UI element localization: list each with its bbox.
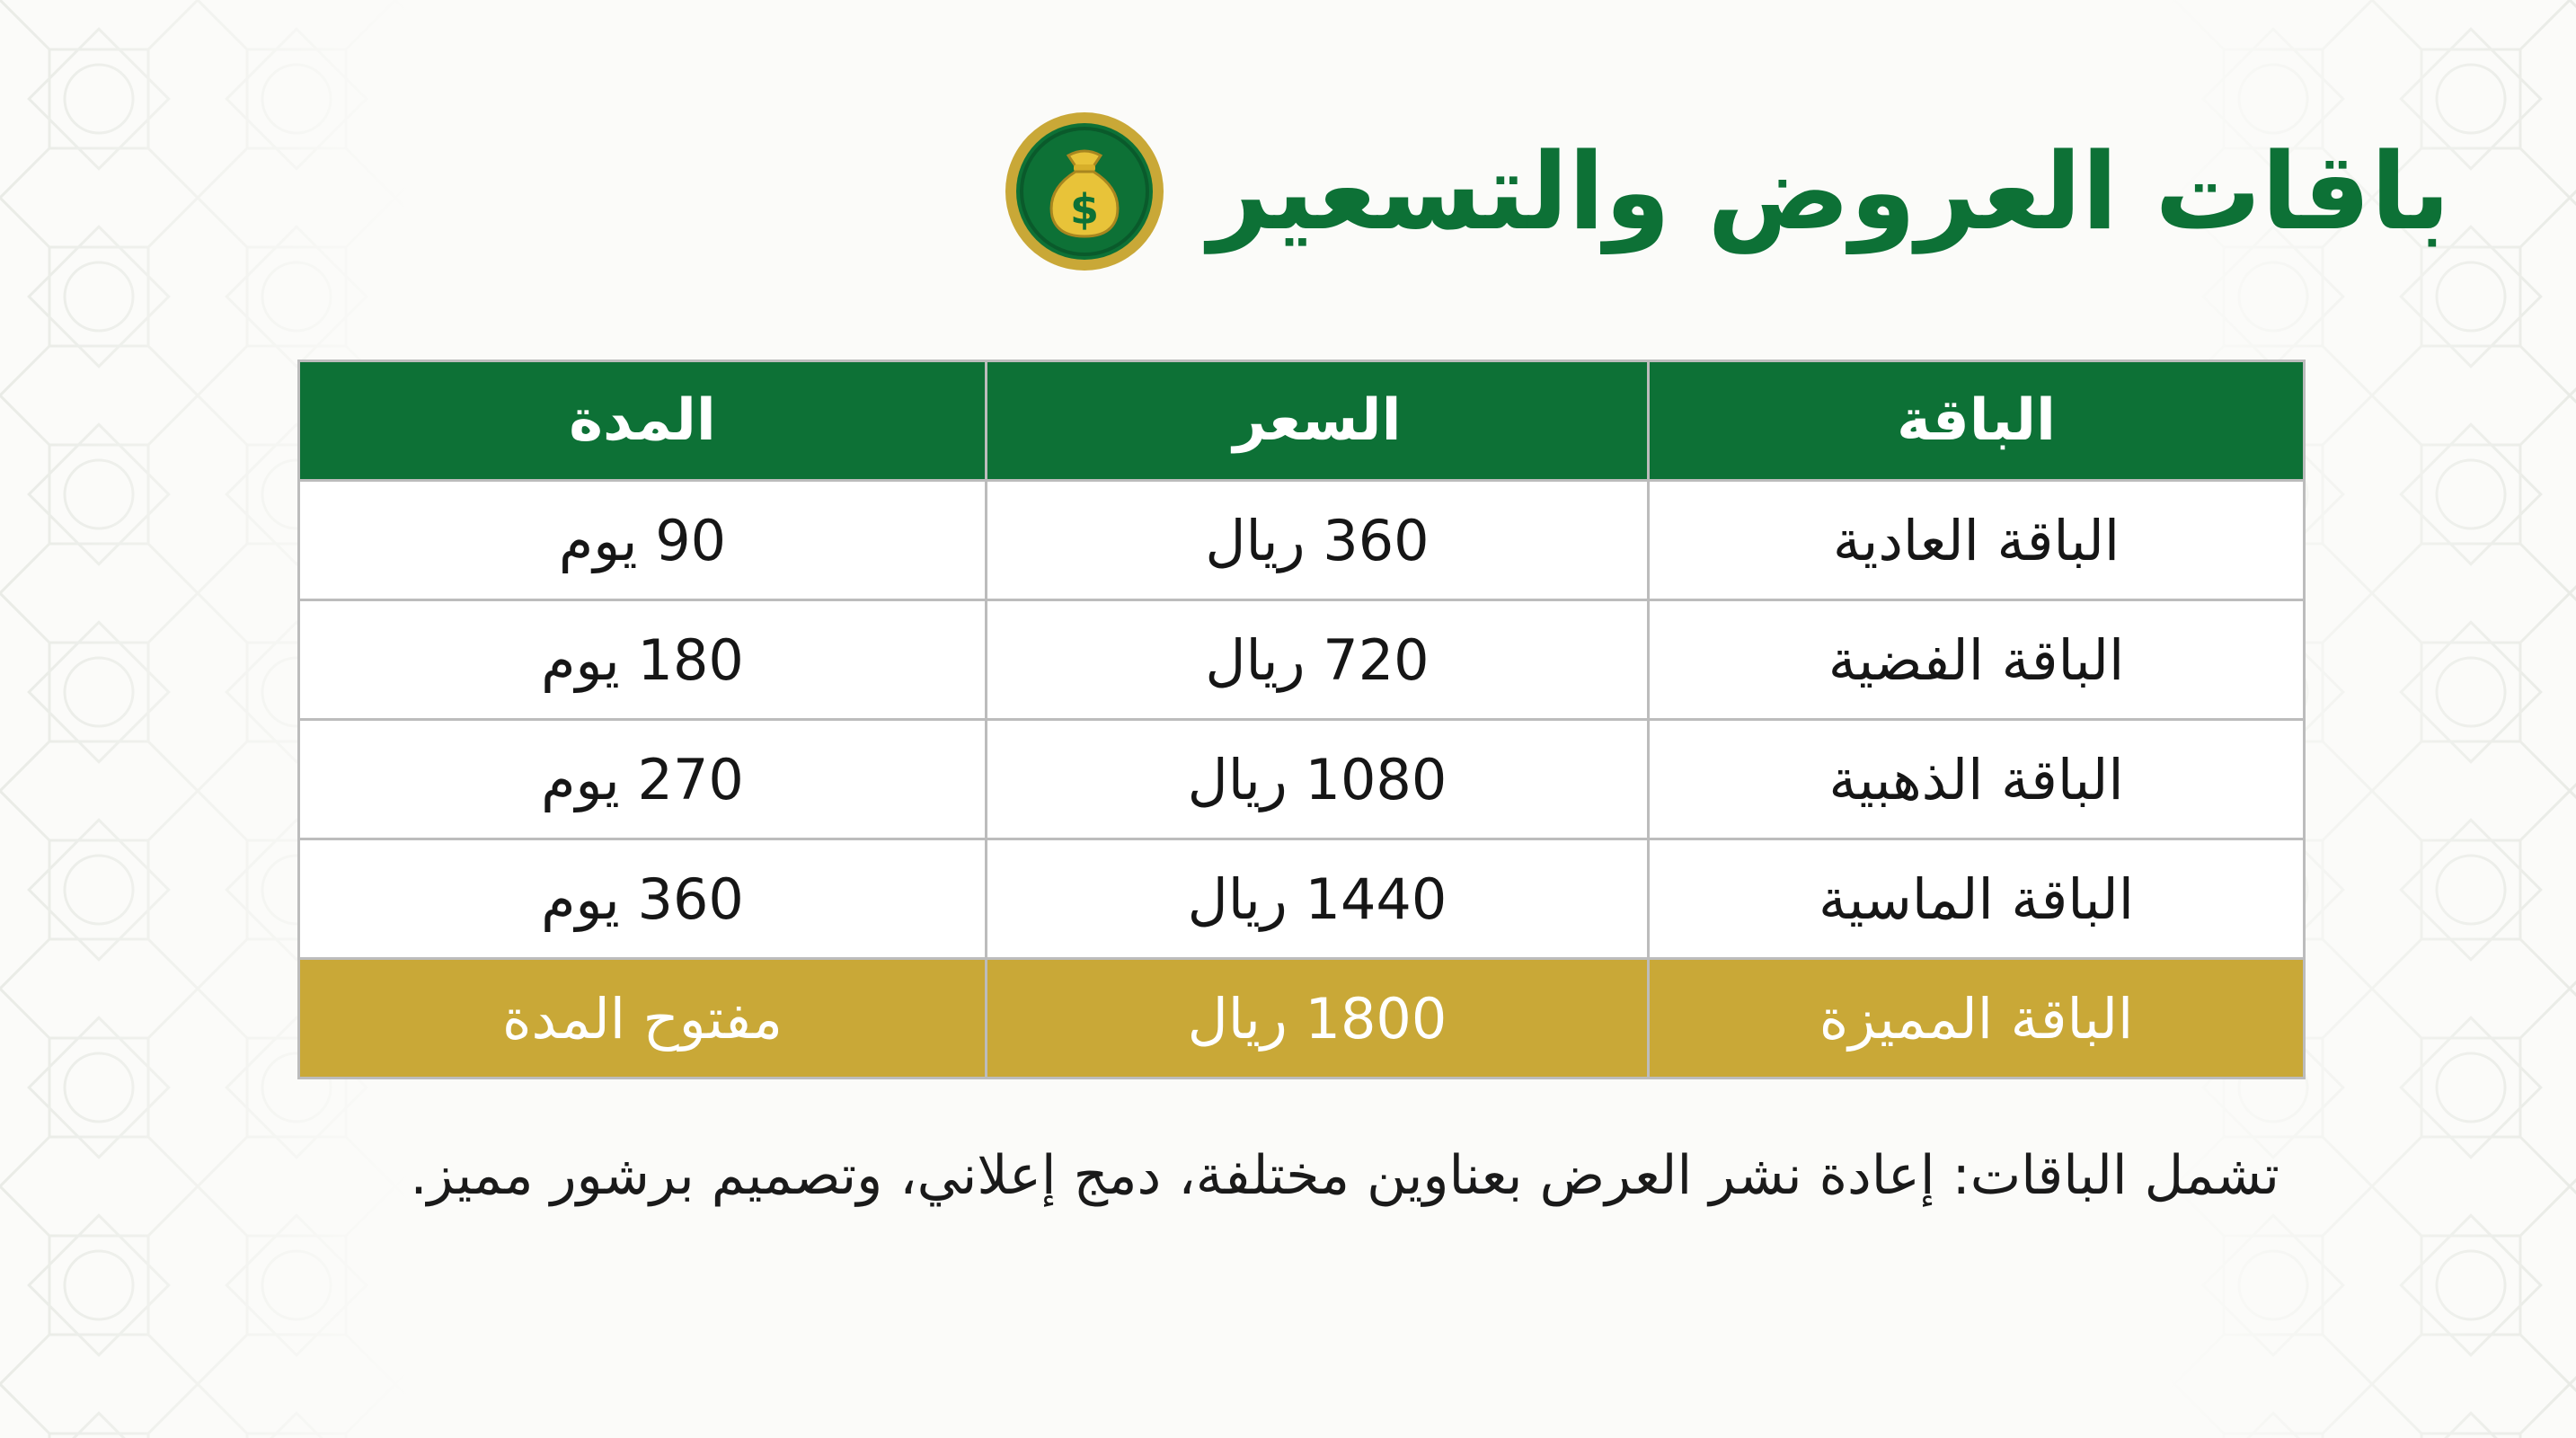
package-name-cell: الباقة الذهبية	[1649, 720, 2305, 839]
table-row	[299, 720, 2305, 839]
table-row	[299, 481, 2305, 600]
duration-cell: 360 يوم	[299, 839, 987, 959]
table-row	[299, 839, 2305, 959]
price-cell: 1080 ريال	[987, 720, 1649, 839]
table-row	[299, 600, 2305, 720]
duration-cell: مفتوح المدة	[299, 959, 987, 1078]
table-header-row	[299, 361, 2305, 481]
column-header-package: الباقة	[1649, 361, 2305, 481]
duration-cell: 270 يوم	[299, 720, 987, 839]
featured-table-row	[299, 959, 2305, 1078]
price-cell: 720 ريال	[987, 600, 1649, 720]
svg-text:$: $	[1069, 185, 1099, 234]
duration-cell: 180 يوم	[299, 600, 987, 720]
pricing-table	[297, 360, 2306, 1079]
page-title: باقات العروض والتسعير	[1208, 129, 2450, 253]
column-header-duration: المدة	[299, 361, 987, 481]
title-row	[1004, 106, 2450, 277]
package-name-cell: الباقة الفضية	[1649, 600, 2305, 720]
duration-cell: 90 يوم	[299, 481, 987, 600]
footer-note: تشمل الباقات: إعادة نشر العرض بعناوين مختلفة، دمج إعلاني، وتصميم برشور مميز.	[410, 1144, 2279, 1207]
column-header-price: السعر	[987, 361, 1649, 481]
package-name-cell: الباقة العادية	[1649, 481, 2305, 600]
price-cell: 1440 ريال	[987, 839, 1649, 959]
price-cell: 1800 ريال	[987, 959, 1649, 1078]
package-name-cell: الباقة الماسية	[1649, 839, 2305, 959]
price-cell: 360 ريال	[987, 481, 1649, 600]
money-bag-icon	[1004, 111, 1165, 272]
package-name-cell: الباقة المميزة	[1649, 959, 2305, 1078]
